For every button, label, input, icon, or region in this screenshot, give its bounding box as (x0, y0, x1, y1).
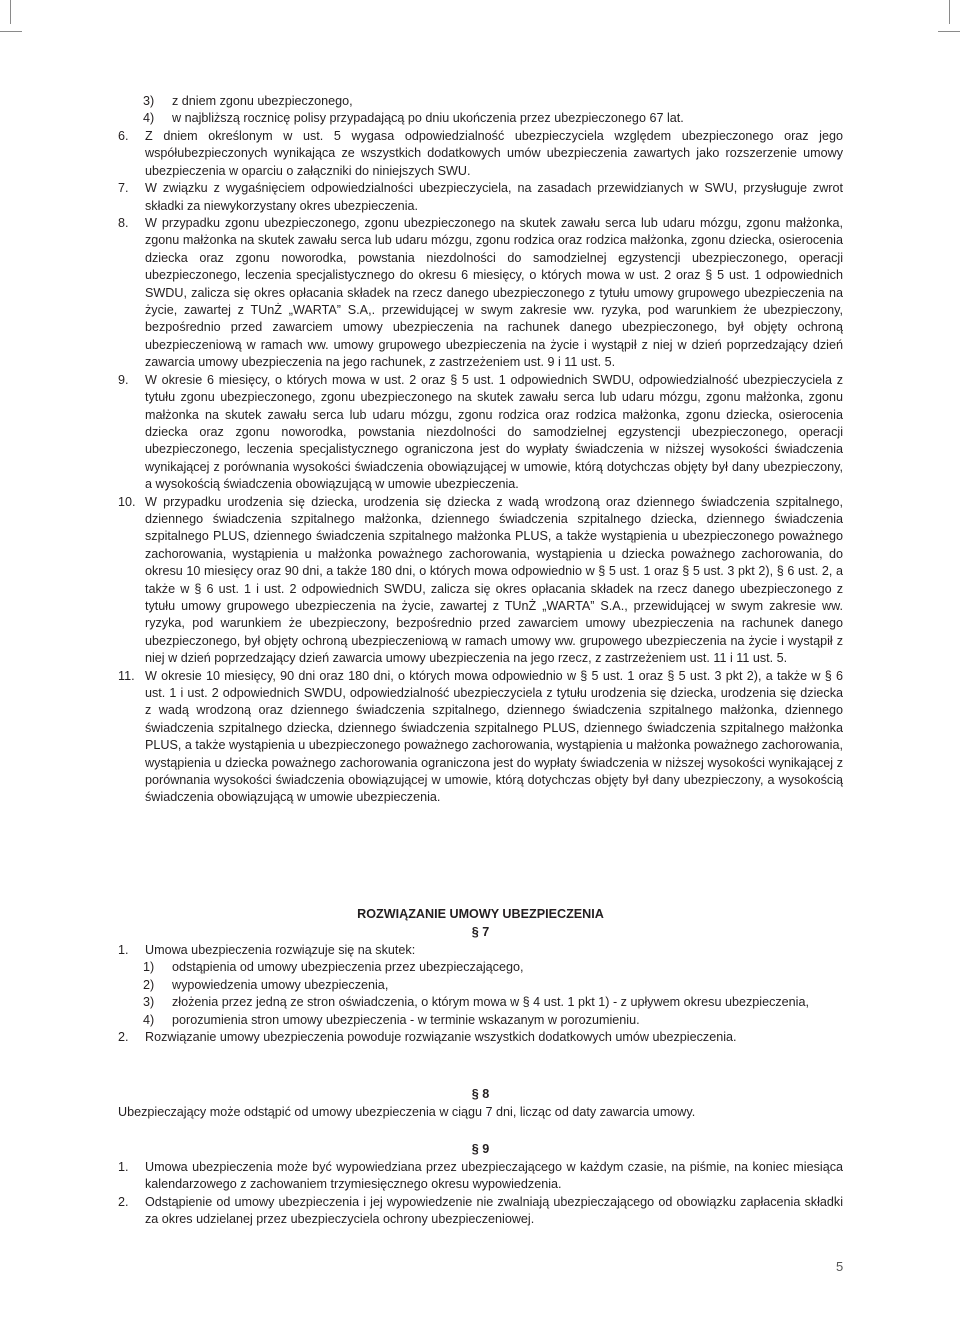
par7-subitem (143, 994, 843, 1011)
point-number: 11. (118, 668, 135, 683)
item-text: Odstąpienie od umowy ubezpieczenia i jej wypowiedzenie nie zwalniają ubezpieczającego od obowiązku zapłacenia składki za okres udzielanej przez ubezpieczyciela ochrony ubezpieczeniowej. (145, 1194, 843, 1227)
point-number: 10. (118, 494, 136, 509)
subitem-number: 2) (143, 977, 155, 992)
par9-item-2 (118, 1194, 843, 1229)
list-item-text: z dniem zgonu ubezpieczonego, (172, 94, 353, 108)
point-text: W przypadku urodzenia się dziecka, urodzenia się dziecka z wadą wrodzoną oraz dziennego świadczenia szpitalnego, dziennego świadczenia szpitalnego małżonka, dziennego świadczenia szpitalnego dziecka, dziennego świadczenia szpitalnego PLUS, dziennego świadczenia szpitalnego małżonka PLUS, a także wystąpienia u ubezpieczonego poważnego zachorowania, wystąpienia u małżonka poważnego zachorowania, wystąpienia u dziecka poważnego zachorowania, do okresu 10 miesięcy oraz 90 dni, a także 180 dni, o których mowa odpowiednio w § 5 ust. 1 oraz § 5 ust. 3 pkt 2), § 6 ust. 2, a także w § 6 ust. 1 i ust. 2 odpowiednich SWDU, zalicza się okres opłacania składek na rzecz danego ubezpieczonego z tytułu umowy grupowego ubezpieczenia na życie, zawartej z TUnŻ „WARTA” S.A., przewidującej w swym zakresie ww. ryzyka, pod warunkiem że ubezpieczony, bezpośrednio przed zawarciem umowy ubezpieczenia na rachunek danego ubezpieczonego, był objęty ochroną ubezpieczeniową w ramach umowy ww. grupowego ubezpieczenia na życie i wystąpił z niej w dzień poprzedzający dzień zawarcia umowy ubezpieczenia na jego rzecz, z zastrzeżeniem ust. 11 i 11 ust. 5. (145, 494, 843, 666)
point-number: 7. (118, 181, 129, 196)
numbered-points (118, 128, 843, 807)
paragraph-9-list (118, 1159, 843, 1229)
par9-item-1 (118, 1159, 843, 1194)
paragraph-7-sign: § 7 (471, 925, 490, 939)
par7-subitem (143, 959, 843, 976)
point-8 (118, 215, 843, 372)
crop-mark-top-right-h (938, 31, 960, 32)
point-9 (118, 372, 843, 494)
list-item (143, 93, 843, 110)
section-title: ROZWIĄZANIE UMOWY UBEZPIECZENIA (357, 907, 604, 921)
point-text: W przypadku zgonu ubezpieczonego, zgonu ubezpieczonego na skutek zawału serca lub udaru mózgu, zgonu małżonka, zgonu małżonka na skutek zawału serca lub udaru mózgu, zgonu rodzica oraz rodzica małżonka, zgonu dziecka, osierocenia dziecka oraz zgonu noworodka, powstania niezdolności do samodzielnej egzystencji ubezpieczonego, operacji ubezpieczonego, leczenia specjalistycznego do okresu 6 miesięcy, o których mowa w ust. 2 oraz § 5 ust. 1 odpowiednich SWDU, zalicza się okres opłacania składek na rzecz danego ubezpieczonego z tytułu umowy grupowego ubezpieczenia na życie, zawartej z TUnŻ „WARTA” S.A,. przewidującej w swym zakresie ww. ryzyka, pod warunkiem że ubezpieczony, bezpośrednio przed zawarciem umowy ubezpieczenia na rachunek danego ubezpieczonego, był objęty ochroną ubezpieczeniową w ramach ww. umowy grupowego ubezpieczenia na życie i wystąpił z niej w dzień poprzedzający dzień zawarcia umowy ubezpieczenia na jego rachunek, z zastrzeżeniem ust. 9 i 11 ust. 5. (145, 216, 843, 370)
subitem-text: złożenia przez jedną ze stron oświadczenia, o którym mowa w § 4 ust. 1 pkt 1) - z upływem okresu ubezpieczenia, (172, 995, 809, 1010)
par7-item-1 (118, 942, 843, 959)
point-6 (118, 128, 843, 180)
paragraph-7-list (118, 942, 843, 1046)
par7-subitem (143, 977, 843, 994)
list-item-number: 3) (143, 94, 155, 108)
subitem-number: 4) (143, 1012, 155, 1027)
paragraph-8-sign: § 8 (471, 1087, 490, 1101)
item-number: 1. (118, 1160, 129, 1174)
page-number: 5 (836, 1259, 844, 1274)
paragraph-8-text: Ubezpieczający może odstąpić od umowy ubezpieczenia w ciągu 7 dni, licząc od daty zawarcia umowy. (118, 1105, 696, 1119)
crop-mark-top-left (10, 0, 11, 24)
subitem-text: odstąpienia od umowy ubezpieczenia przez ubezpieczającego, (172, 960, 524, 975)
point-11 (118, 668, 843, 807)
item-text: Umowa ubezpieczenia rozwiązuje się na skutek: (145, 943, 416, 957)
crop-mark-top-left-h (0, 31, 22, 32)
subitem-number: 1) (143, 960, 155, 975)
par7-item-2 (118, 1029, 843, 1046)
list-item (143, 110, 843, 127)
point-text: W okresie 6 miesięcy, o których mowa w ust. 2 oraz § 5 ust. 1 odpowiednich SWDU, odpowiedzialność ubezpieczyciela z tytułu zgonu ubezpieczonego, zgonu ubezpieczonego na skutek zawału serca lub udaru mózgu, zgonu małżonka, zgonu małżonka na skutek zawału serca lub udaru mózgu, zgonu rodzica oraz rodzica małżonka, zgonu dziecka, osierocenia dziecka oraz zgonu noworodka, powstania niezdolności do samodzielnej egzystencji ubezpieczonego, operacji ubezpieczonego, leczenia specjalistycznego ograniczona jest do wypłaty świadczenia w niższej wysokości świadczenia wynikającej z porównania wysokości świadczenia obowiązującej w umowie, którą dotychczas objęty był dany ubezpieczony, a wysokością świadczenia obowiązującą w umowie ubezpieczenia. (145, 372, 843, 492)
par7-subitem (143, 1012, 843, 1029)
subitem-text: porozumienia stron umowy ubezpieczenia - w terminie wskazanym w porozumieniu. (172, 1012, 640, 1027)
crop-mark-top-right (949, 0, 950, 24)
list-item-number: 4) (143, 111, 155, 126)
point-7 (118, 180, 843, 215)
point-10 (118, 494, 843, 668)
top-items (118, 93, 843, 128)
point-number: 6. (118, 129, 129, 143)
item-text: Umowa ubezpieczenia może być wypowiedziana przez ubezpieczającego w każdym czasie, na piśmie, na koniec miesiąca kalendarzowego z zachowaniem trzymiesięcznego okresu wypowiedzenia. (145, 1160, 843, 1192)
subitem-text: wypowiedzenia umowy ubezpieczenia, (172, 977, 389, 992)
point-text: W okresie 10 miesięcy, 90 dni oraz 180 dni, o których mowa odpowiednio w § 5 ust. 1 oraz § 5 ust. 3 pkt 2), a także w § 6 ust. 1 i ust. 2 odpowiednich SWDU, odpowiedzialność ubezpieczyciela z tytułu urodzenia się dziecka, urodzenia się dziecka z wadą wrodzoną oraz dziennego świadczenia szpitalnego, dziennego świadczenia szpitalnego małżonka, dziennego świadczenia szpitalnego dziecka, dziennego świadczenia szpitalnego PLUS, dziennego świadczenia szpitalnego małżonka PLUS, a także wystąpienia u ubezpieczonego poważnego zachorowania, wystąpienia u małżonka poważnego zachorowania, wystąpienia u dziecka poważnego zachorowania ograniczona jest do wypłaty świadczenia w niższej wysokości wynikającej z porównania wysokości świadczenia obowiązującej w umowie, którą dotychczas objęty był dany ubezpieczony, a wysokością świadczenia obowiązującą w umowie ubezpieczenia. (145, 668, 843, 805)
point-number: 9. (118, 372, 129, 387)
item-number: 1. (118, 943, 129, 957)
subitem-number: 3) (143, 995, 155, 1010)
point-text: W związku z wygaśnięciem odpowiedzialności ubezpieczyciela, na zasadach przewidzianych w SWU, przysługuje zwrot składki za niewykorzystany okres ubezpieczenia. (145, 181, 843, 213)
item-number: 2. (118, 1030, 129, 1045)
item-number: 2. (118, 1194, 129, 1209)
point-text: Z dniem określonym w ust. 5 wygasa odpowiedzialność ubezpieczyciela względem ubezpieczonego oraz jego współubezpieczonych wynikająca ze wszystkich dodatkowych umów ubezpieczenia zawartych jako rozszerzenie umowy ubezpieczenia w oparciu o załączniki do niniejszych SWU. (145, 129, 843, 178)
point-number: 8. (118, 216, 129, 231)
item-text: Rozwiązanie umowy ubezpieczenia powoduje rozwiązanie wszystkich dodatkowych umów ubezpieczenia. (145, 1030, 737, 1045)
paragraph-9-sign: § 9 (471, 1142, 490, 1156)
list-item-text: w najbliższą rocznicę polisy przypadającą po dniu ukończenia przez ubezpieczonego 67 lat. (172, 111, 684, 126)
